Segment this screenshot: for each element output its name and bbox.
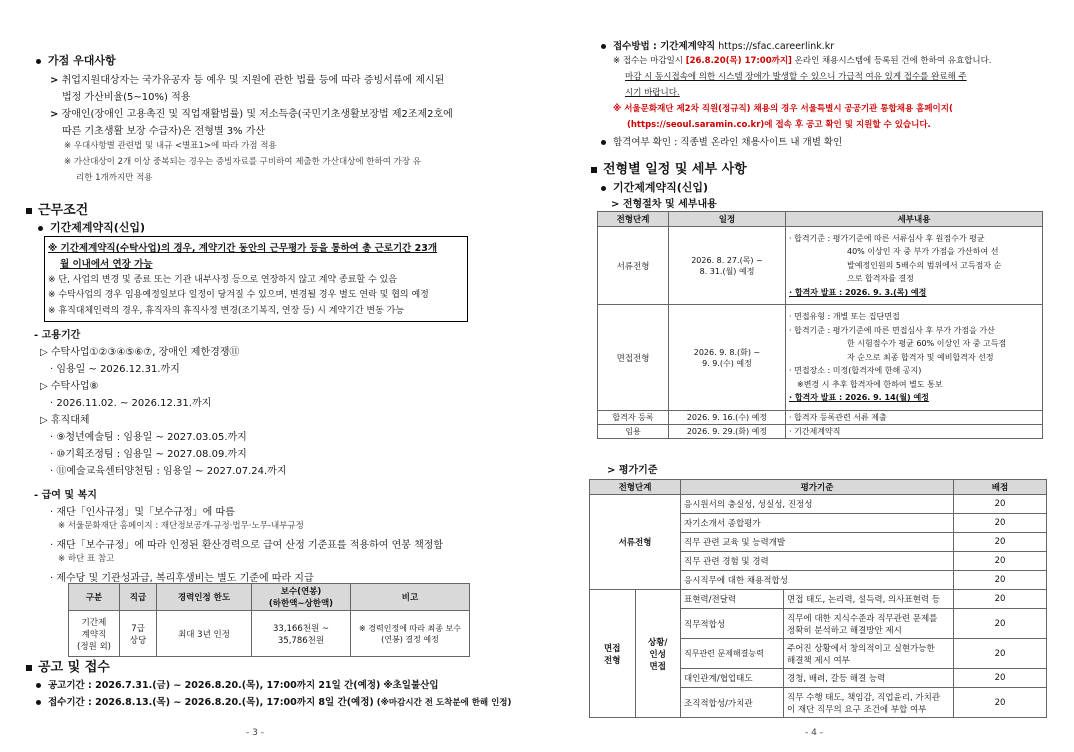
work-heading: 근무조건: [26, 199, 88, 218]
criteria-int-desc-5: 직무 수행 태도, 책임감, 직업윤리, 가치관 이 재단 직무의 요구 조건에 부합 여부: [784, 688, 954, 718]
criteria-int-desc-1: 면접 태도, 논리력, 설득력, 의사표현력 등: [784, 590, 954, 609]
schedule-doc-detail: · 합격기준 : 평가기준에 따른 서류심사 후 원점수가 평균 40% 이상인 자 중 부가 가점을 가산하여 선 발예정인원의 5배수의 범위에서 고득점자 순 으로 합격자를 결정 · 합격자 발표 : 2026. 9. 3.(목) 예정: [786, 227, 1043, 305]
page-number-4: - 4 -: [805, 728, 823, 738]
contract-notice-3: ※ 수탁사업의 경우 임용예정일보다 일정이 당겨질 수 있으며, 변경될 경우 별도 연락 및 협의 예정: [48, 290, 429, 300]
criteria-int-stage: 면접 전형: [590, 590, 636, 718]
employment-line-8: · ⑪예술교육센터양천팀 : 임용일 ~ 2027.07.24.까지: [50, 466, 287, 477]
criteria-doc-item-5: 응시직무에 대한 채용적합성: [681, 571, 954, 590]
pay-table-note: ※ 경력인정에 따라 최종 보수 (연봉) 결정 예정: [351, 611, 470, 657]
table-row: [590, 590, 1047, 609]
page-4: [537, 0, 1074, 752]
pay-table-header-type: 구분: [69, 584, 120, 611]
preference-note-2: ※ 가산대상이 2개 이상 중복되는 경우는 증빙자료를 구비하여 제출한 가산대상에 한하여 가장 유: [64, 157, 421, 167]
result-check: 합격여부 확인 : 직종별 온라인 채용사이트 내 개별 확인: [601, 134, 842, 148]
table-row: [598, 411, 1043, 425]
schedule-table: [597, 211, 1043, 439]
employment-line-2: · 임용일 ~ 2026.12.31.까지: [50, 364, 180, 375]
schedule-doc-date: 2026. 8. 27.(목) ~ 8. 31.(월) 예정: [669, 227, 786, 305]
schedule-subtitle: 기간제계약직(신입): [601, 179, 708, 195]
criteria-table: [589, 479, 1047, 718]
preference-item-1: > 취업지원대상자는 국가유공자 등 예우 및 지원에 관한 법률 등에 따라 증빙서류에 제시된: [50, 75, 445, 86]
process-heading: > 전형절차 및 세부내용: [611, 199, 717, 210]
pay-line-5: · 제수당 및 기관성과급, 복리후생비는 별도 기준에 따라 지급: [50, 573, 314, 584]
preference-note-3: 리한 1개까지만 적용: [76, 173, 153, 183]
table-row: [598, 425, 1043, 439]
pay-line-3: · 재단「보수규정」에 따라 인정된 환산경력으로 급여 산정 기준표를 적용하여 연봉 책정함: [50, 540, 444, 551]
pay-table-header-grade: 직급: [120, 584, 157, 611]
criteria-int-sub: 상황/ 인성 면접: [635, 590, 681, 718]
table-row: [69, 611, 470, 657]
schedule-appoint-stage: 임용: [598, 425, 669, 439]
criteria-int-desc-3: 주어진 상황에서 창의적이고 실현가능한 해결책 제시 여부: [784, 639, 954, 669]
criteria-doc-score-2: 20: [954, 514, 1047, 533]
page-number-3: - 3 -: [246, 728, 264, 738]
criteria-heading: > 평가기준: [607, 465, 658, 476]
employment-heading: - 고용기간: [34, 330, 81, 341]
preference-item-2b: 따른 기초생활 보장 수급자)은 전형별 3% 가산: [62, 126, 266, 137]
preference-item-2: > 장애인(장애인 고용촉진 및 직업재활법률) 및 저소득층(국민기초생활보장법 제2조제2호에: [50, 109, 453, 120]
method-red-note-1: ※ 서울문화재단 제2차 직원(정규직) 채용의 경우 서울특별시 공공기관 통합채용 홈페이지(: [613, 104, 953, 114]
criteria-int-score-1: 20: [954, 590, 1047, 609]
application-method: 접수방법 : 기간제계약직 https://sfac.careerlink.kr: [601, 38, 834, 52]
application-period: 접수기간 : 2026.8.13.(목) ~ 2026.8.20.(목), 17:00까지 8일 간(예정) (※마감시간 전 도착분에 한해 인정): [36, 694, 511, 708]
criteria-doc-item-4: 직무 관련 경험 및 경력: [681, 552, 954, 571]
schedule-register-date: 2026. 9. 16.(수) 예정: [669, 411, 786, 425]
criteria-header-score: 배점: [954, 480, 1047, 495]
schedule-header-date: 일정: [669, 212, 786, 227]
table-row: [598, 305, 1043, 411]
criteria-doc-score-3: 20: [954, 533, 1047, 552]
contract-notice-2: ※ 단, 사업의 변경 및 종료 또는 기관 내부사정 등으로 연장하지 않고 계약 종료할 수 있음: [48, 275, 397, 285]
criteria-doc-score-5: 20: [954, 571, 1047, 590]
schedule-interview-detail: · 면접유형 : 개별 또는 집단면접 · 합격기준 : 평가기준에 따른 면접심사 후 부가 가점을 가산 한 시험점수가 평균 60% 이상인 자 중 고득점 자 순으로 최종 합격자 및 예비합격자 선정 · 면접장소 : 미정(합격자에 한해 공지) ※변경 시 추후 합격자에 한하여 별도 통보 · 합격자 발표 : 2026. 9. 14(월) 예정: [786, 305, 1043, 411]
schedule-heading: 전형별 일정 및 세부 사항: [591, 158, 747, 177]
preference-item-1b: 법정 가산비율(5~10%) 적용: [62, 92, 191, 103]
employment-line-6: · ⑨청년예술팀 : 임용일 ~ 2027.03.05.까지: [50, 432, 247, 443]
criteria-int-score-4: 20: [954, 669, 1047, 688]
criteria-int-item-5: 조직적합성/가치관: [681, 688, 784, 718]
pay-table-grade: 7급 상당: [120, 611, 157, 657]
pay-heading: - 급여 및 복지: [34, 490, 97, 501]
pay-table: [68, 583, 470, 657]
criteria-doc-score-4: 20: [954, 552, 1047, 571]
employment-line-1: ▷ 수탁사업①②③④⑤⑥⑦, 장애인 제한경쟁⑪: [40, 347, 240, 358]
pay-table-type: 기간제 계약직 (정원 외): [69, 611, 120, 657]
schedule-register-detail: · 합격자 등록관련 서류 제출: [786, 411, 1043, 425]
schedule-register-stage: 합격자 등록: [598, 411, 669, 425]
employment-line-7: · ⑩기획조정팀 : 임용일 ~ 2027.08.09.까지: [50, 449, 247, 460]
preference-heading: 가점 우대사항: [36, 52, 116, 68]
employment-line-4: · 2026.11.02. ~ 2026.12.31.까지: [50, 398, 212, 409]
criteria-int-item-2: 직무적합성: [681, 609, 784, 639]
table-row: [598, 227, 1043, 305]
criteria-header-stage: 전형단계: [590, 480, 681, 495]
criteria-int-item-4: 대인관계/협업태도: [681, 669, 784, 688]
pay-table-header-salary: 보수(연봉) (하한액~상한액): [252, 584, 351, 611]
pay-table-career: 최대 3년 인정: [157, 611, 252, 657]
criteria-int-score-5: 20: [954, 688, 1047, 718]
contract-notice-1: ※ 기간제계약직(수탁사업)의 경우, 계약기간 동안의 근무평가 등을 통하여 총 근로기간 23개: [48, 243, 438, 254]
criteria-doc-score-1: 20: [954, 495, 1047, 514]
table-row: [590, 495, 1047, 514]
schedule-header-detail: 세부내용: [786, 212, 1043, 227]
method-red-note-2: (https://seoul.saramin.co.kr)에 접속 후 공고 확인 및 지원할 수 있습니다.: [627, 120, 931, 130]
criteria-int-item-1: 표현력/전달력: [681, 590, 784, 609]
employment-line-5: ▷ 휴직대체: [40, 415, 90, 426]
method-note-3: 시기 바랍니다.: [625, 88, 680, 98]
method-note-2: 마감 시 동시접속에 의한 시스템 장애가 발생할 수 있으니 가급적 여유 있게 접수를 완료해 주: [625, 72, 967, 82]
schedule-interview-date: 2026. 9. 8.(화) ~ 9. 9.(수) 예정: [669, 305, 786, 411]
work-subtitle: 기간제계약직(신입): [38, 219, 145, 235]
schedule-appoint-detail: · 기간제계약직: [786, 425, 1043, 439]
notice-period: 공고기간 : 2026.7.31.(금) ~ 2026.8.20.(목), 17:00까지 21일 간(예정) ※초일불산입: [36, 677, 439, 691]
preference-note-1: ※ 우대사항별 관련법 및 내규 <별표1>에 따라 가점 적용: [64, 141, 277, 151]
criteria-doc-item-2: 자기소개서 종합평가: [681, 514, 954, 533]
pay-table-header-career: 경력인정 한도: [157, 584, 252, 611]
criteria-int-desc-2: 직무에 대한 지식수준과 직무관련 문제를 정확히 분석하고 해결방안 제시: [784, 609, 954, 639]
contract-notice-1b: 월 이내에서 연장 가능: [60, 259, 153, 270]
notice-heading: 공고 및 접수: [26, 656, 110, 675]
criteria-int-score-2: 20: [954, 609, 1047, 639]
schedule-header-stage: 전형단계: [598, 212, 669, 227]
contract-notice-4: ※ 휴직대체인력의 경우, 휴직자의 휴직사정 변경(조기복직, 연장 등) 시 계약기간 변동 가능: [48, 306, 405, 316]
criteria-header-criteria: 평가기준: [681, 480, 954, 495]
schedule-appoint-date: 2026. 9. 29.(화) 예정: [669, 425, 786, 439]
pay-line-2: ※ 서울문화재단 홈페이지 : 재단정보공개-규정·법무·노무-내부규정: [58, 521, 304, 531]
criteria-int-score-3: 20: [954, 639, 1047, 669]
pay-table-salary: 33,166천원 ~ 35,786천원: [252, 611, 351, 657]
pay-line-4: ※ 하단 표 참고: [58, 554, 115, 564]
criteria-int-item-3: 직무관련 문제해결능력: [681, 639, 784, 669]
criteria-doc-item-1: 응시원서의 충실성, 성실성, 진정성: [681, 495, 954, 514]
criteria-doc-stage: 서류전형: [590, 495, 681, 590]
schedule-doc-stage: 서류전형: [598, 227, 669, 305]
criteria-int-desc-4: 경청, 배려, 갈등 해결 능력: [784, 669, 954, 688]
criteria-doc-item-3: 직무 관련 교육 및 능력개발: [681, 533, 954, 552]
pay-line-1: · 재단「인사규정」및「보수규정」에 따름: [50, 507, 235, 518]
employment-line-3: ▷ 수탁사업⑧: [40, 381, 99, 392]
schedule-interview-stage: 면접전형: [598, 305, 669, 411]
method-note-1: ※ 접수는 마감일시 [26.8.20(목) 17:00까지] 온라인 채용시스템에 등록된 건에 한하여 유효합니다.: [613, 56, 992, 66]
pay-table-header-note: 비고: [351, 584, 470, 611]
